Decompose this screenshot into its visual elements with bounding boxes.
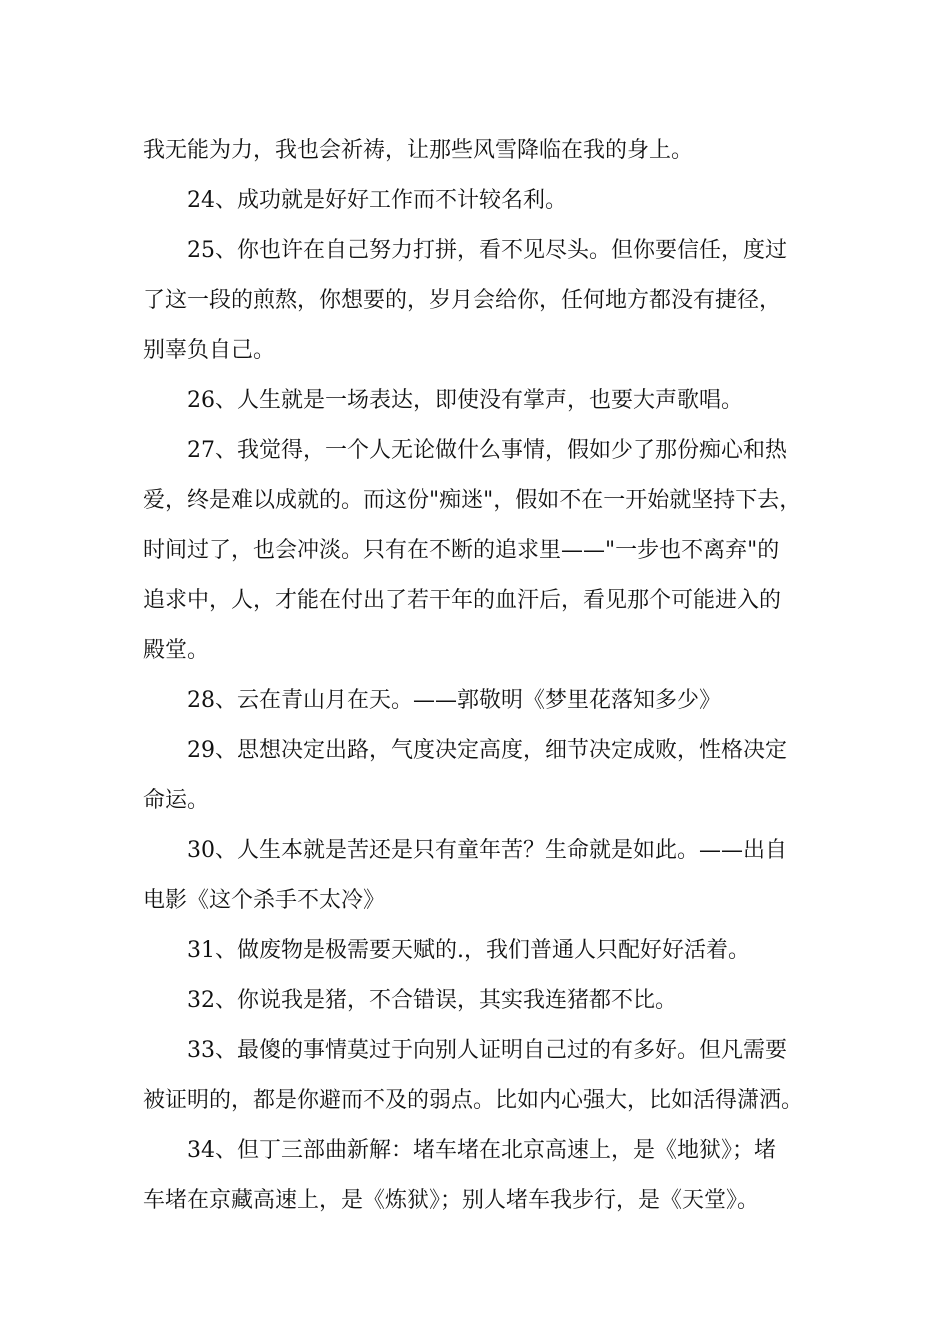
text-line: 33、最傻的事情莫过于向别人证明自己过的有多好。但凡需要 [187,1038,787,1063]
text-line: 别辜负自己。 [143,338,276,363]
text-line: 时间过了，也会冲淡。只有在不断的追求里——"一步也不离弃"的 [143,538,780,563]
text-line: 26、人生就是一场表达，即使没有掌声，也要大声歌唱。 [187,388,743,413]
text-line: 电影《这个杀手不太冷》 [143,888,386,913]
text-line: 我无能为力，我也会祈祷，让那些风雪降临在我的身上。 [143,138,694,163]
text-line: 30、人生本就是苦还是只有童年苦？生命就是如此。——出自 [187,838,787,863]
text-line: 31、做废物是极需要天赋的.，我们普通人只配好好活着。 [187,938,750,963]
text-line: 34、但丁三部曲新解：堵车堵在北京高速上，是《地狱》；堵 [187,1138,776,1163]
text-line: 25、你也许在自己努力打拼，看不见尽头。但你要信任，度过 [187,238,787,263]
text-line: 28、云在青山月在天。——郭敬明《梦里花落知多少》 [187,688,721,713]
text-line: 24、成功就是好好工作而不计较名利。 [187,188,567,213]
text-line: 被证明的，都是你避而不及的弱点。比如内心强大，比如活得潇洒。 [143,1088,804,1113]
text-line: 车堵在京藏高速上，是《炼狱》；别人堵车我步行，是《天堂》。 [143,1188,760,1213]
text-line: 命运。 [143,788,210,813]
text-line: 32、你说我是猪，不合错误，其实我连猪都不比。 [187,988,677,1013]
text-line: 27、我觉得，一个人无论做什么事情，假如少了那份痴心和热 [187,438,787,463]
text-line: 爱，终是难以成就的。而这份"痴迷"，假如不在一开始就坚持下去， [143,488,802,513]
text-line: 殿堂。 [143,638,210,663]
text-line: 追求中，人，才能在付出了若干年的血汗后，看见那个可能进入的 [143,588,782,613]
text-line: 29、思想决定出路，气度决定高度，细节决定成败，性格决定 [187,738,787,763]
text-line: 了这一段的煎熬，你想要的，岁月会给你，任何地方都没有捷径， [143,288,782,313]
